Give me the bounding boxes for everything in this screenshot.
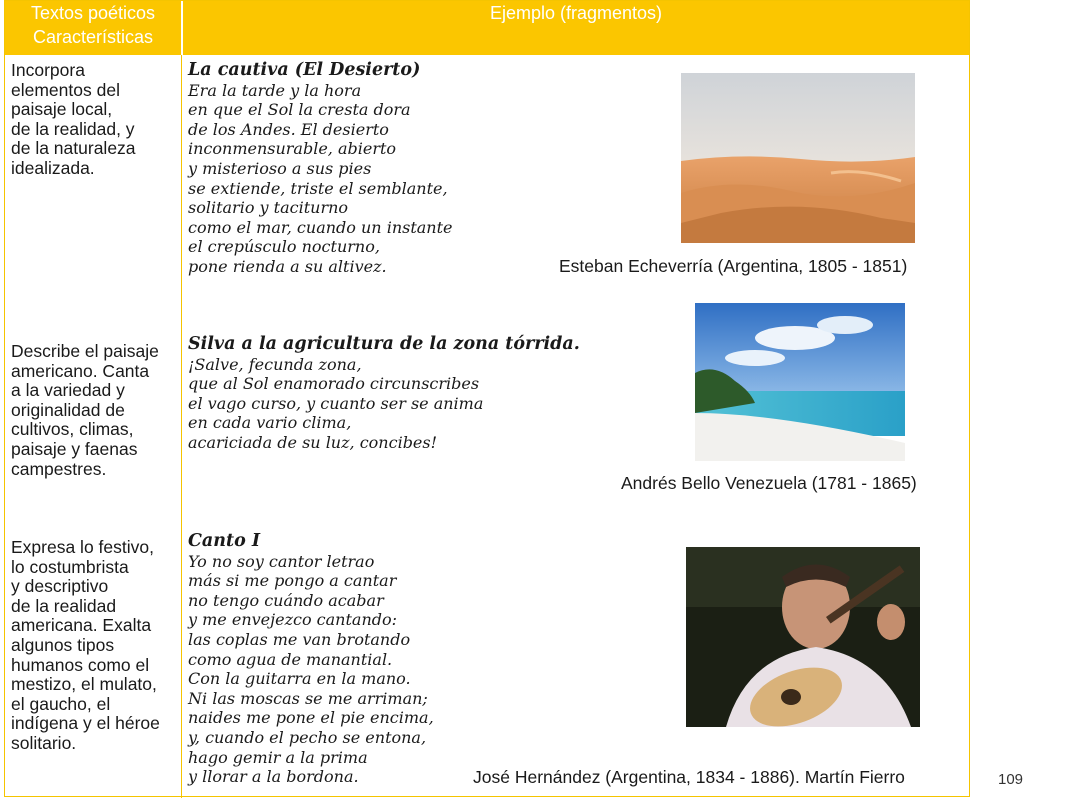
poem-line: el vago curso, y cuanto ser se anima [188,393,484,413]
header-col1-line1: Textos poéticos [30,3,156,23]
row3-author: José Hernández (Argentina, 1834 - 1886). Martín Fierro [473,767,905,787]
desc-line: cultivos, climas, [11,419,134,440]
poem-line: como el mar, cuando un instante [188,217,453,237]
desc-line: campestres. [11,458,107,479]
literature-table [4,0,970,797]
row1-poem [188,61,588,277]
desc-line: lo costumbrista [11,556,129,577]
poem-line: de los Andes. El desierto [188,119,389,139]
poem-line: que al Sol enamorado circunscribes [188,374,480,394]
poem-title: La cautiva (El Desierto) [188,60,421,80]
poem-line: solitario y taciturno [188,198,349,218]
poem-line: como agua de manantial. [188,649,393,669]
poem-line: pone rienda a su altivez. [188,256,387,276]
tropical-beach-photo [695,303,905,461]
row1-author: Esteban Echeverría (Argentina, 1805 - 1851) [559,256,908,276]
row3-description [11,538,179,754]
row3-poem [188,532,588,787]
poem-line: en que el Sol la cresta dora [188,100,411,120]
desc-line: el gaucho, el [11,693,111,714]
table-header [5,1,969,55]
desc-line: solitario. [11,732,77,753]
desc-line: originalidad de [11,399,125,420]
poem-line: y misterioso a sus pies [188,158,372,178]
poem-title: Silva a la agricultura de la zona tórrida. [188,334,580,354]
poem-line: Con la guitarra en la mano. [188,669,411,689]
poem-line: Era la tarde y la hora [188,80,362,100]
row2-poem [188,335,588,453]
desc-line: indígena y el héroe [11,713,160,734]
desc-line: americano. Canta [11,360,150,381]
desc-line: idealizada. [11,157,95,178]
desc-line: elementos del [11,79,120,100]
row2-description [11,342,179,479]
desc-line: Incorpora [11,60,85,80]
desc-line: paisaje local, [11,99,113,120]
desc-line: de la realidad [11,595,117,616]
desc-line: a la variedad y [11,380,125,401]
poem-line: no tengo cuándo acabar [188,590,384,610]
desc-line: de la naturaleza [11,138,136,159]
poem-title: Canto I [188,531,261,551]
header-col-characteristics [5,1,181,55]
poem-line: el crepúsculo nocturno, [188,237,380,257]
header-col-examples [183,1,969,55]
poem-line: más si me pongo a cantar [188,571,397,591]
poem-line: se extiende, triste el semblante, [188,178,448,198]
column-divider [181,55,182,798]
poem-line: en cada vario clima, [188,413,352,433]
poem-line: ¡Salve, fecunda zona, [188,354,362,374]
poem-line: las coplas me van brotando [188,629,411,649]
poem-line: Ni las moscas se me arriman; [188,688,428,708]
guitar-player-photo [686,547,920,727]
poem-line: naides me pone el pie encima, [188,708,434,728]
poem-line: y, cuando el pecho se entona, [188,727,427,747]
desc-line: paisaje y faenas [11,438,138,459]
poem-line: acariciada de su luz, concibes! [188,432,438,452]
row2-author: Andrés Bello Venezuela (1781 - 1865) [621,473,917,493]
desc-line: Describe el paisaje [11,341,159,361]
row1-description [11,61,179,179]
poem-line: inconmensurable, abierto [188,139,397,159]
desc-line: de la realidad, y [11,118,135,139]
poem-line: Yo no soy cantor letrao [188,551,375,571]
poem-line: y me envejezco cantando: [188,610,398,630]
desc-line: algunos tipos [11,634,115,655]
header-col1-line2: Características [32,27,154,47]
header-col2-label: Ejemplo (fragmentos) [489,3,663,23]
poem-line: y llorar a la bordona. [188,767,359,787]
desc-line: mestizo, el mulato, [11,674,157,695]
desc-line: americana. Exalta [11,615,152,636]
page-number: 109 [998,771,1024,788]
poem-line: hago gemir a la prima [188,747,368,767]
desc-line: Expresa lo festivo, [11,537,154,557]
desc-line: humanos como el [11,654,150,675]
desc-line: y descriptivo [11,576,109,597]
desert-dunes-photo [681,73,915,243]
